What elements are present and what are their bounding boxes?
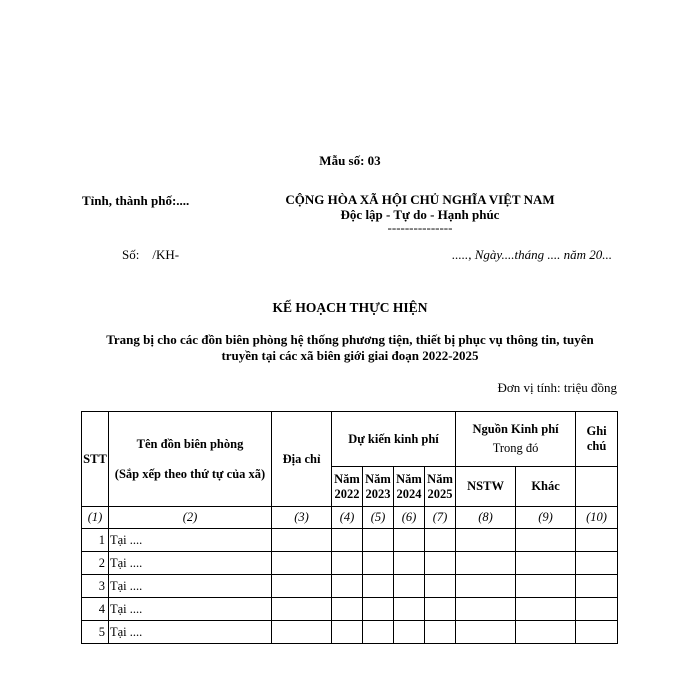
index-cell: (8) <box>456 507 516 529</box>
row-stt: 4 <box>82 598 109 621</box>
table-row <box>82 552 618 575</box>
row-station-name: Tại .... <box>109 529 272 552</box>
index-cell: (9) <box>516 507 576 529</box>
form-number: Mẫu số: 03 <box>319 153 381 168</box>
date-line: ....., Ngày....tháng .... năm 20... <box>452 247 612 262</box>
table-row <box>82 575 618 598</box>
header-year-2024: Năm 2024 <box>394 467 425 507</box>
national-header <box>265 192 575 234</box>
header-source-nstw: NSTW <box>456 467 516 507</box>
header-stt: STT <box>82 412 109 507</box>
motto: Độc lập - Tự do - Hạnh phúc <box>340 207 500 222</box>
header-station-name <box>109 412 272 507</box>
plan-table <box>81 411 618 644</box>
row-stt: 5 <box>82 621 109 644</box>
table-row <box>82 621 618 644</box>
index-row <box>82 507 618 529</box>
document-number: Số: /KH- <box>122 247 180 262</box>
header-source-other: Khác <box>516 467 576 507</box>
index-cell: (2) <box>109 507 272 529</box>
header-year-2023: Năm 2023 <box>363 467 394 507</box>
row-station-name: Tại .... <box>109 552 272 575</box>
header-station-name-note: (Sắp xếp theo thứ tự của xã) <box>114 466 266 481</box>
index-cell: (3) <box>272 507 332 529</box>
index-cell: (5) <box>363 507 394 529</box>
table-row <box>82 598 618 621</box>
index-cell: (4) <box>332 507 363 529</box>
header-station-name-label: Tên đồn biên phòng <box>136 436 244 451</box>
row-stt: 1 <box>82 529 109 552</box>
nation-name: CỘNG HÒA XÃ HỘI CHỦ NGHĨA VIỆT NAM <box>285 192 555 207</box>
unit-label: Đơn vị tính: triệu đồng <box>497 380 617 395</box>
header-source-sub: Trong đó <box>492 441 539 455</box>
index-cell: (7) <box>425 507 456 529</box>
row-stt: 2 <box>82 552 109 575</box>
separator-line: --------------- <box>387 220 453 235</box>
row-station-name: Tại .... <box>109 621 272 644</box>
province-label: Tỉnh, thành phố:.... <box>82 193 190 208</box>
header-note: Ghi chú <box>576 412 618 467</box>
header-source-label: Nguồn Kinh phí <box>472 422 559 436</box>
header-year-2025: Năm 2025 <box>425 467 456 507</box>
header-source <box>456 412 576 467</box>
plan-subtitle: Trang bị cho các đồn biên phòng hệ thống phương tiện, thiết bị phục vụ thông tin, tuyên truyền tại các xã biên giới giai đoạn 2022-2025 <box>106 332 594 363</box>
header-budget: Dự kiến kinh phí <box>332 412 456 467</box>
header-address: Địa chỉ <box>272 412 332 507</box>
table-row <box>82 529 618 552</box>
index-cell: (1) <box>82 507 109 529</box>
index-cell: (6) <box>394 507 425 529</box>
row-stt: 3 <box>82 575 109 598</box>
header-year-2022: Năm 2022 <box>332 467 363 507</box>
index-cell: (10) <box>576 507 618 529</box>
header-note-blank <box>576 467 618 507</box>
plan-title: KẾ HOẠCH THỰC HIỆN <box>272 300 428 315</box>
row-station-name: Tại .... <box>109 598 272 621</box>
row-station-name: Tại .... <box>109 575 272 598</box>
